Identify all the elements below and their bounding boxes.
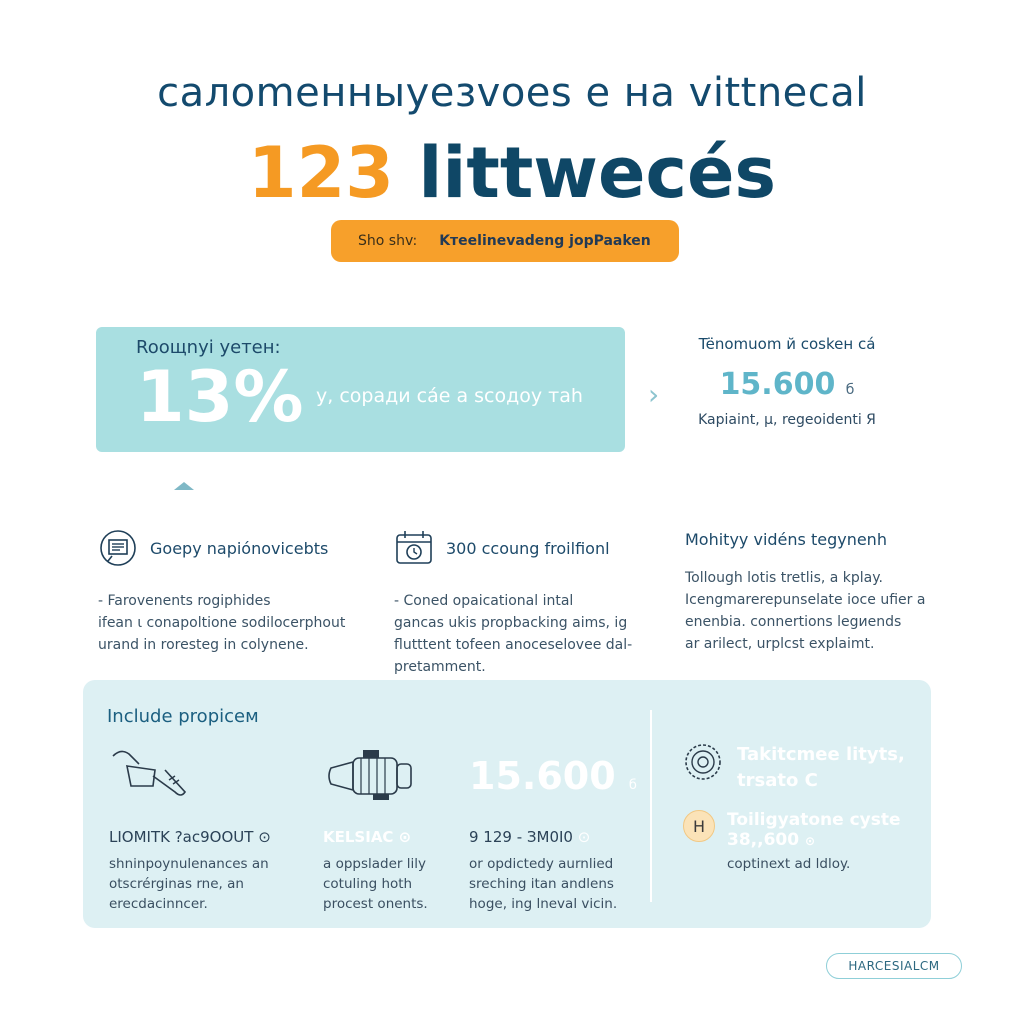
stat-card <box>96 327 625 452</box>
feature-text: - Farovenents rogiphides ifean ι conapoltione sodilocerphout urand in rorestеg in colynene. <box>98 593 346 653</box>
feature-title: 300 ccoung froilfionl <box>446 538 610 558</box>
feature-item <box>98 528 368 656</box>
column-title: 9 129 - ЗМ0I0 ⊙ <box>469 828 591 846</box>
radial-gear-icon <box>683 742 723 782</box>
includes-panel <box>83 680 931 928</box>
document-chat-icon <box>98 528 138 568</box>
hero-headline <box>0 128 1024 218</box>
column-text: a oppslader lily cotuling hoth procest onents. <box>323 856 428 912</box>
panel-column <box>109 746 299 914</box>
panel-column <box>323 746 483 914</box>
panel-column <box>469 746 639 914</box>
feature-item <box>685 530 935 655</box>
caret-up-icon <box>174 482 194 490</box>
pill-label: Sho shv: <box>358 233 418 249</box>
column-big-stat: 15.600 б <box>469 754 637 798</box>
hand-spray-icon <box>109 746 299 806</box>
chevron-right-icon[interactable]: › <box>648 378 660 411</box>
side-stat-title: Tënomuom й coskeн cá <box>698 335 876 353</box>
column-text: shninpoynulenances an otscrérginas rne, an erecdacinncer. <box>109 856 269 912</box>
right-title: Takitcmee lityts, trsato C <box>737 744 905 791</box>
column-title: LIOMITK ?ac9OOUT ⊙ <box>109 828 271 846</box>
feature-text: - Coned opaicational intal gancas ukis propbacking aims, ig flutttent tofeen anoceselovee dal- pretamment. <box>394 593 633 675</box>
hero-word: littwecés <box>418 132 777 214</box>
page-subtitle: caлomeнныyeɜvoes e на vittnecal <box>157 70 867 116</box>
right-text: coptinext ad ldlоy. <box>727 856 851 872</box>
calendar-clock-icon <box>394 528 434 568</box>
right-title-2: Toiligyatone cyste <box>727 810 901 830</box>
side-stat-unit: б <box>845 382 855 398</box>
stat-card-description: y, copaди cáe a scoдoy тah <box>316 385 583 407</box>
footer-tag[interactable]: HARCESIALCM <box>826 953 962 979</box>
hero-number: 123 <box>247 132 395 214</box>
side-stat <box>672 335 902 428</box>
feature-title: Mohityy vidéns tegynenh <box>685 530 887 549</box>
side-stat-value: 15.600 б <box>719 367 855 402</box>
stat-card-value: 13% <box>136 356 304 438</box>
feature-item <box>394 528 634 678</box>
feature-text: Tollough lotis tretlis, a kplay. Icengmarerepunselate ioce ufier a enenbia. connertions legиends ar arilect, urplcst explaimt. <box>685 570 926 652</box>
column-title: KELSIAC ⊙ <box>323 828 412 846</box>
column-text: or opdictedy aurnlied sreching itan andlens hoge, ing lneval vicin. <box>469 856 618 912</box>
panel-right <box>683 742 923 872</box>
h-badge: H <box>683 810 715 842</box>
panel-heading: Include propicем <box>107 706 259 727</box>
feature-title: Goepy napiónovicebts <box>150 538 329 558</box>
highlight-pill[interactable] <box>331 220 679 262</box>
pill-value: Kтeelinevadeng jopPaaken <box>439 233 651 249</box>
panel-divider <box>650 710 652 902</box>
side-stat-description: Kapiaint, µ, regeoidenti Я <box>698 412 876 428</box>
stat-card-label: Rooщnyi yeтeн: <box>136 337 281 358</box>
cylinder-device-icon <box>323 746 483 806</box>
right-value-2: 38,,600 ⊙ <box>727 830 816 850</box>
